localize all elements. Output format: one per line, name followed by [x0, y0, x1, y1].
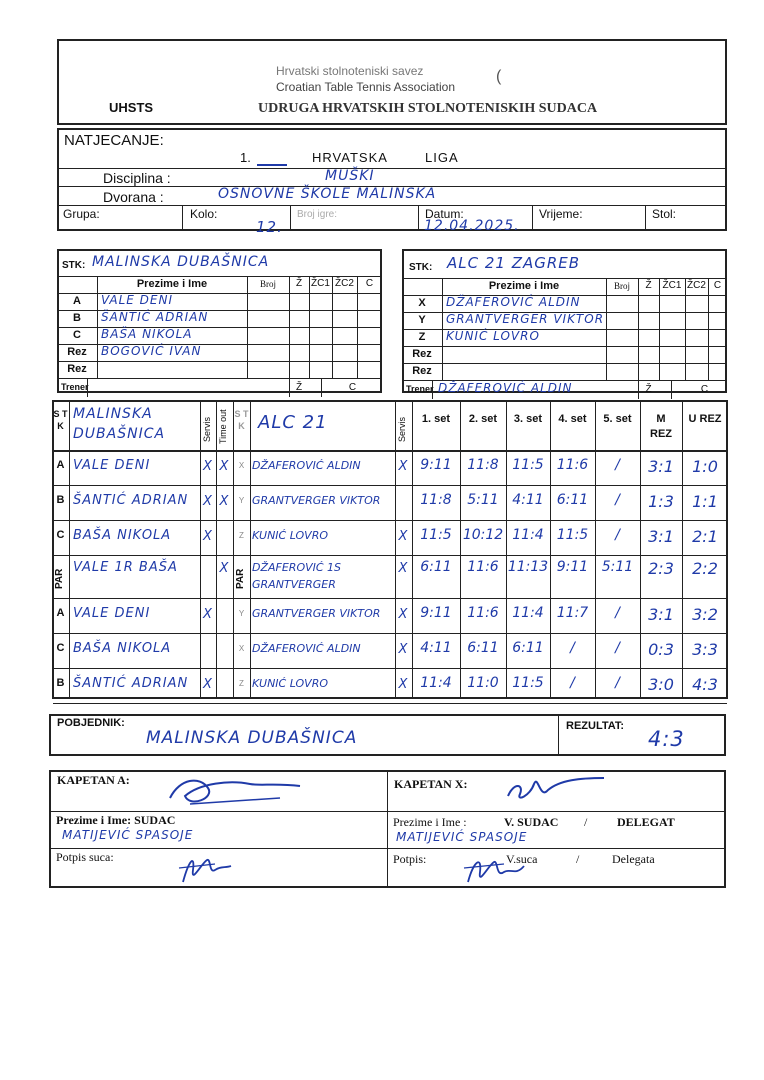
- header-set1: 1. set: [421, 413, 451, 425]
- league-num: 1.: [240, 150, 251, 165]
- date-label: Datum:: [425, 207, 464, 221]
- row-servis-a: X: [203, 607, 213, 622]
- row-u: 3:3: [692, 640, 718, 659]
- teamB-row-name: GRANTVERGER VIKTOR: [446, 312, 605, 326]
- row-pos-b: Z: [239, 679, 244, 688]
- match-col-line: [69, 400, 70, 698]
- row-s4: 9:11: [556, 559, 589, 575]
- matches-team-a: MALINSKA DUBAŠNICA: [73, 406, 166, 442]
- row-pos-b: Y: [238, 496, 245, 505]
- row-name-b: KUNIĆ LOVRO: [252, 677, 328, 690]
- header-u: U REZ: [688, 413, 722, 425]
- natjecanje-label: NATJECANJE:: [64, 132, 164, 149]
- row-s3: 6:11: [512, 640, 544, 656]
- teamB-row-pos: X: [418, 297, 426, 309]
- referee-signature: [175, 850, 235, 888]
- teamA-head-c: C: [365, 278, 374, 289]
- row-s5: 5:11: [601, 559, 634, 575]
- row-pos-b: X: [238, 461, 245, 470]
- teamB-row-pos: Rez: [412, 348, 432, 360]
- servis-label-a: Servis: [202, 416, 212, 442]
- teamA-row-pos: Rez: [67, 363, 87, 375]
- vsudac-label: V. SUDAC: [504, 815, 559, 829]
- teamB-trainer-z: Ž: [645, 384, 652, 395]
- row-s3: 11:5: [512, 675, 544, 691]
- row-servis-b: X: [398, 459, 409, 474]
- round-label: Kolo:: [190, 207, 218, 221]
- row-pos-a: C: [56, 529, 65, 541]
- teamA-row-pos: Rez: [67, 346, 87, 358]
- match-row-line: [53, 520, 727, 521]
- row-s5: /: [615, 605, 620, 621]
- teamA-row-line: [58, 361, 381, 362]
- winner-value: MALINSKA DUBAŠNICA: [146, 728, 358, 748]
- row-s1: 6:11: [420, 559, 452, 575]
- team-b-stk-label: STK:: [409, 262, 433, 273]
- teamA-row-name: BAŠA NIKOLA: [101, 327, 193, 341]
- timeout-label-a: Time out: [218, 409, 228, 444]
- row-name-a: BAŠA NIKOLA: [73, 641, 172, 656]
- league-strike: [257, 150, 287, 166]
- row-name-b: DŽAFEROVIĆ ALDIN: [252, 459, 361, 472]
- row-s4: 11:6: [556, 457, 589, 473]
- row-s1: 9:11: [420, 457, 452, 473]
- row-s5: /: [615, 492, 620, 508]
- row-s1: 11:4: [420, 675, 452, 691]
- winner-label: POBJEDNIK:: [57, 717, 125, 729]
- captain-a-signature: [160, 768, 310, 812]
- row-timeout-a: X: [219, 561, 230, 576]
- stk-label-a: S T K: [53, 409, 68, 431]
- header-set2: 2. set: [468, 413, 498, 425]
- ref2-name: MATIJEVIĆ SPASOJE: [396, 830, 528, 844]
- row-pos-a: B: [56, 494, 65, 506]
- header-set3: 3. set: [513, 413, 543, 425]
- row-u: 2:1: [692, 527, 718, 546]
- result-score: 4:3: [648, 727, 685, 751]
- teamB-row-line: [403, 346, 726, 347]
- row-s3: 11:5: [512, 457, 544, 473]
- teamA-head-z: Ž: [295, 278, 303, 289]
- row-s4: /: [570, 640, 575, 656]
- team-a-stk-label: STK:: [62, 260, 86, 271]
- row-s2: 6:11: [467, 640, 499, 656]
- row-s5: /: [615, 527, 620, 543]
- teamB-head-broj: Broj: [613, 281, 630, 291]
- teamA-head-zc1: ŽC1: [311, 278, 330, 289]
- result-label: REZULTAT:: [566, 720, 625, 732]
- row-s4: 6:11: [556, 492, 589, 508]
- row-name-a: ŠANTIĆ ADRIAN: [73, 676, 189, 691]
- teamB-head-zc2: ŽC2: [687, 280, 706, 291]
- slash-1: /: [584, 815, 588, 829]
- teamB-col-line: [432, 380, 433, 399]
- sig-label: Potpis suca:: [56, 850, 114, 864]
- row-m: 1:3: [648, 492, 674, 511]
- teamA-trainer-c: C: [348, 382, 357, 393]
- row-pos-b: X: [238, 644, 245, 653]
- row-s2: 5:11: [467, 492, 499, 508]
- match-row-line: [53, 598, 727, 599]
- ref-name-label: Prezime i Ime: SUDAC: [56, 813, 176, 827]
- team-a-name: MALINSKA DUBAŠNICA: [92, 254, 270, 270]
- row-s1: 11:5: [420, 527, 452, 543]
- stk-label-b: S T K: [234, 409, 249, 431]
- row-m: 3:0: [648, 675, 674, 694]
- row-name-a: VALE DENI: [73, 458, 151, 473]
- row-timeout-a: X: [219, 459, 230, 474]
- teamB-trainer-label: Trener: [406, 384, 434, 394]
- row-s2: 11:6: [467, 605, 499, 621]
- liga-label: LIGA: [425, 150, 459, 165]
- captain-x-signature: [500, 770, 610, 806]
- row-s5: /: [615, 675, 620, 691]
- table-label: Stol:: [652, 207, 677, 221]
- teamB-row-line: [403, 363, 726, 364]
- teamB-trainer-name: DŽAFEROVIĆ ALDIN: [438, 381, 573, 395]
- row-pos-a: B: [56, 677, 65, 689]
- captain-x-label: KAPETAN X:: [394, 777, 468, 791]
- discipline-label: Disciplina :: [103, 170, 171, 186]
- org-line-3: UDRUGA HRVATSKIH STOLNOTENISKIH SUDACA: [258, 101, 598, 116]
- row-name-a: BAŠA NIKOLA: [73, 528, 172, 543]
- row-m: 3:1: [648, 527, 674, 546]
- captain-a-label: KAPETAN A:: [57, 773, 130, 787]
- row-servis-b: X: [398, 561, 409, 576]
- row-servis-b: X: [398, 529, 409, 544]
- ref-name: MATIJEVIĆ SPASOJE: [62, 828, 194, 842]
- row-name-b: KUNIĆ LOVRO: [252, 529, 328, 542]
- row-name-b: GRANTVERGER VIKTOR: [252, 607, 381, 620]
- sig2-label: Potpis:: [393, 852, 427, 866]
- row-pos-b: Z: [239, 531, 244, 540]
- matches-team-b: ALC 21: [258, 412, 328, 433]
- match-row-line: [53, 703, 727, 704]
- row-servis-a: X: [203, 459, 213, 474]
- header-set5: 5. set: [603, 413, 632, 425]
- row-u: 2:2: [692, 559, 718, 578]
- org-line-1: Hrvatski stolnoteniski savez: [276, 64, 424, 78]
- org-line-2: Croatian Table Tennis Association: [276, 80, 456, 94]
- teamA-col-line: [321, 378, 322, 397]
- teamA-row-pos: B: [73, 312, 81, 324]
- row-u: 1:1: [692, 492, 718, 511]
- teamA-row-name: ŠANTIĆ ADRIAN: [101, 310, 209, 324]
- row-m: 3:1: [648, 605, 674, 624]
- teamB-trainer-c: C: [700, 384, 709, 395]
- league-name: HRVATSKA: [312, 150, 388, 165]
- pen-mark: (: [496, 68, 502, 85]
- row-servis-b: X: [398, 607, 409, 622]
- row-name-a: ŠANTIĆ ADRIAN: [73, 493, 189, 508]
- group-label: Grupa:: [63, 207, 100, 221]
- row-name-b: DŽAFEROVIĆ ALDIN: [252, 642, 361, 655]
- row-s2: 10:12: [462, 527, 504, 543]
- teamB-row-pos: Y: [418, 314, 426, 326]
- venue-label: Dvorana :: [103, 189, 164, 205]
- vsuca-label: V.suca: [506, 852, 538, 866]
- row-s5: /: [615, 457, 620, 473]
- row-s3: 11:13: [507, 559, 549, 575]
- teamB-head-z: Ž: [645, 280, 652, 291]
- row-m: 3:1: [648, 457, 674, 476]
- row-s1: 9:11: [420, 605, 452, 621]
- teamA-head-zc2: ŽC2: [335, 278, 354, 289]
- row-s2: 11:6: [467, 559, 499, 575]
- row-pos-a: A: [56, 607, 65, 619]
- match-row-line: [53, 555, 727, 556]
- row-s4: /: [570, 675, 575, 691]
- match-col-line: [233, 400, 234, 698]
- slash-2: /: [576, 852, 580, 866]
- row-name-a: VALE 1R BAŠA: [73, 560, 178, 575]
- time-label: Vrijeme:: [539, 207, 583, 221]
- teamA-row-name: VALE DENI: [101, 293, 174, 307]
- row-s1: 11:8: [420, 492, 452, 508]
- match-row-line: [53, 668, 727, 669]
- row-u: 4:3: [692, 675, 718, 694]
- row-m: 0:3: [648, 640, 674, 659]
- teamB-head-zc1: ŽC1: [662, 280, 682, 291]
- servis-label-b: Servis: [397, 416, 407, 442]
- header-set4: 4. set: [558, 413, 587, 425]
- teamB-row-pos: Z: [418, 331, 426, 343]
- delegata-label: Delegata: [612, 852, 655, 866]
- team-b-name: ALC 21 ZAGREB: [447, 254, 581, 272]
- row-s3: 4:11: [512, 492, 544, 508]
- row-u: 1:0: [692, 457, 718, 476]
- match-row-line: [53, 450, 727, 452]
- venue-value: OSNOVNE ŠKOLE MALINSKA: [218, 186, 437, 202]
- teamA-row-pos: C: [73, 329, 81, 341]
- teamA-row-name: BOGOVIĆ IVAN: [101, 344, 202, 358]
- row-servis-b: X: [398, 642, 409, 657]
- row-pos-b: PAR: [235, 568, 246, 589]
- row-s2: 11:0: [467, 675, 499, 691]
- match-col-line: [216, 400, 217, 698]
- date-value: 12.04.2025.: [424, 218, 520, 234]
- row-u: 3:2: [692, 605, 718, 624]
- teamB-head-c: C: [713, 280, 722, 291]
- row-servis-b: X: [398, 677, 409, 692]
- row-s3: 11:4: [512, 527, 544, 543]
- uhsts-abbr: UHSTS: [109, 100, 154, 115]
- row-pos-a: PAR: [54, 568, 65, 589]
- teamA-head-name: Prezime i Ime: [136, 278, 208, 290]
- row-servis-a: X: [203, 529, 213, 544]
- row-name-a: VALE DENI: [73, 606, 151, 621]
- row-s1: 4:11: [420, 640, 452, 656]
- teamA-col-line: [87, 378, 88, 397]
- row-name-b: DŽAFEROVIĆ 1S GRANTVERGER: [252, 561, 342, 591]
- match-row-line: [53, 633, 727, 634]
- teamA-row-line: [58, 378, 381, 379]
- row-pos-b: Y: [238, 609, 245, 618]
- teamA-head-broj: Broj: [259, 279, 276, 289]
- teamB-row-name: DŽAFEROVIĆ ALDIN: [446, 295, 581, 309]
- header-m: M REZ: [650, 413, 672, 440]
- row-s3: 11:4: [512, 605, 544, 621]
- teamA-trainer-z: Ž: [295, 382, 303, 393]
- row-m: 2:3: [648, 559, 674, 578]
- match-col-line: [250, 400, 251, 698]
- row-pos-a: C: [56, 642, 65, 654]
- row-servis-a: X: [203, 494, 213, 509]
- row-servis-a: X: [203, 677, 213, 692]
- row-s4: 11:7: [556, 605, 589, 621]
- discipline-value: MUŠKI: [325, 168, 375, 184]
- teamA-trainer-label: Trener: [61, 382, 89, 392]
- ref2-name-label: Prezime i Ime :: [393, 815, 467, 829]
- match-row-line: [53, 485, 727, 486]
- round-value: 12.: [256, 218, 283, 236]
- row-s2: 11:8: [467, 457, 499, 473]
- teamB-row-name: KUNIĆ LOVRO: [446, 329, 540, 343]
- teamB-row-pos: Rez: [412, 365, 432, 377]
- teamB-head-name: Prezime i Ime: [488, 280, 560, 292]
- game-no-label: Broj igre:: [297, 209, 338, 220]
- row-name-b: GRANTVERGER VIKTOR: [252, 494, 381, 507]
- delegat-label: DELEGAT: [617, 815, 675, 829]
- row-timeout-a: X: [219, 494, 230, 509]
- row-s5: /: [615, 640, 620, 656]
- row-s4: 11:5: [556, 527, 589, 543]
- teamA-row-pos: A: [73, 295, 81, 307]
- teamB-col-line: [671, 380, 672, 399]
- row-pos-a: A: [56, 459, 65, 471]
